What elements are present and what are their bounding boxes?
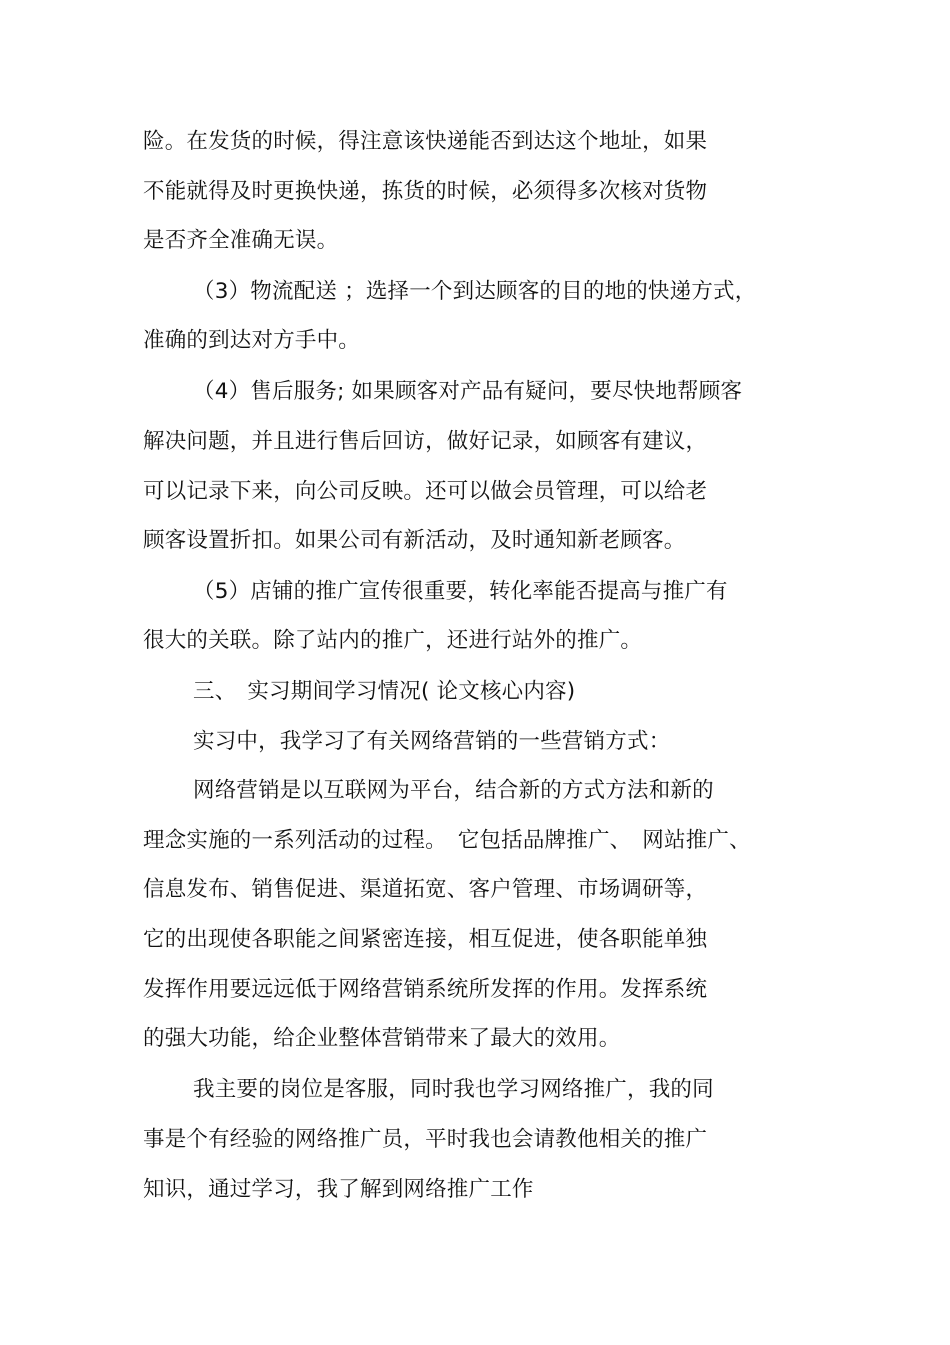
text-line: 知识，通过学习，我了解到网络推广工作	[143, 1177, 534, 1202]
text-line: 顾客设置折扣。如果公司有新活动，及时通知新老顾客。	[143, 528, 686, 553]
text-line: 是否齐全准确无误。	[143, 228, 339, 253]
text-line: 事是个有经验的网络推广员，平时我也会请教他相关的推广	[143, 1127, 708, 1152]
text-line: 很大的关联。除了站内的推广，还进行站外的推广。	[143, 628, 643, 653]
text-line: 解决问题，并且进行售后回访，做好记录，如顾客有建议，	[143, 429, 708, 454]
text-line: 发挥作用要远远低于网络营销系统所发挥的作用。发挥系统	[143, 977, 708, 1002]
text-line: 不能就得及时更换快递，拣货的时候，必须得多次核对货物	[143, 179, 708, 204]
text-line: 险。在发货的时候，得注意该快递能否到达这个地址，如果	[143, 129, 708, 154]
text-line: （4）售后服务; 如果顾客对产品有疑问，要尽快地帮顾客	[193, 379, 743, 404]
text-line: 的强大功能，给企业整体营销带来了最大的效用。	[143, 1026, 621, 1051]
text-line: 可以记录下来，向公司反映。还可以做会员管理，可以给老	[143, 479, 708, 504]
text-line: 实习中，我学习了有关网络营销的一些营销方式：	[193, 729, 671, 754]
text-line: （3）物流配送 ；选择一个到达顾客的目的地的快递方式，	[193, 279, 757, 304]
text-line: 网络营销是以互联网为平台，结合新的方式方法和新的	[193, 778, 714, 803]
text-line: 信息发布、销售促进、渠道拓宽、客户管理、市场调研等，	[143, 877, 708, 902]
text-line: 它的出现使各职能之间紧密连接，相互促进，使各职能单独	[143, 927, 708, 952]
text-line: 理念实施的一系列活动的过程。 它包括品牌推广、 网站推广、	[143, 828, 751, 853]
section-heading: 三、 实习期间学习情况( 论文核心内容)	[193, 679, 576, 704]
text-line: 准确的到达对方手中。	[143, 328, 361, 353]
text-line: （5）店铺的推广宣传很重要，转化率能否提高与推广有	[193, 579, 728, 604]
text-line: 我主要的岗位是客服，同时我也学习网络推广，我的同	[193, 1077, 714, 1102]
